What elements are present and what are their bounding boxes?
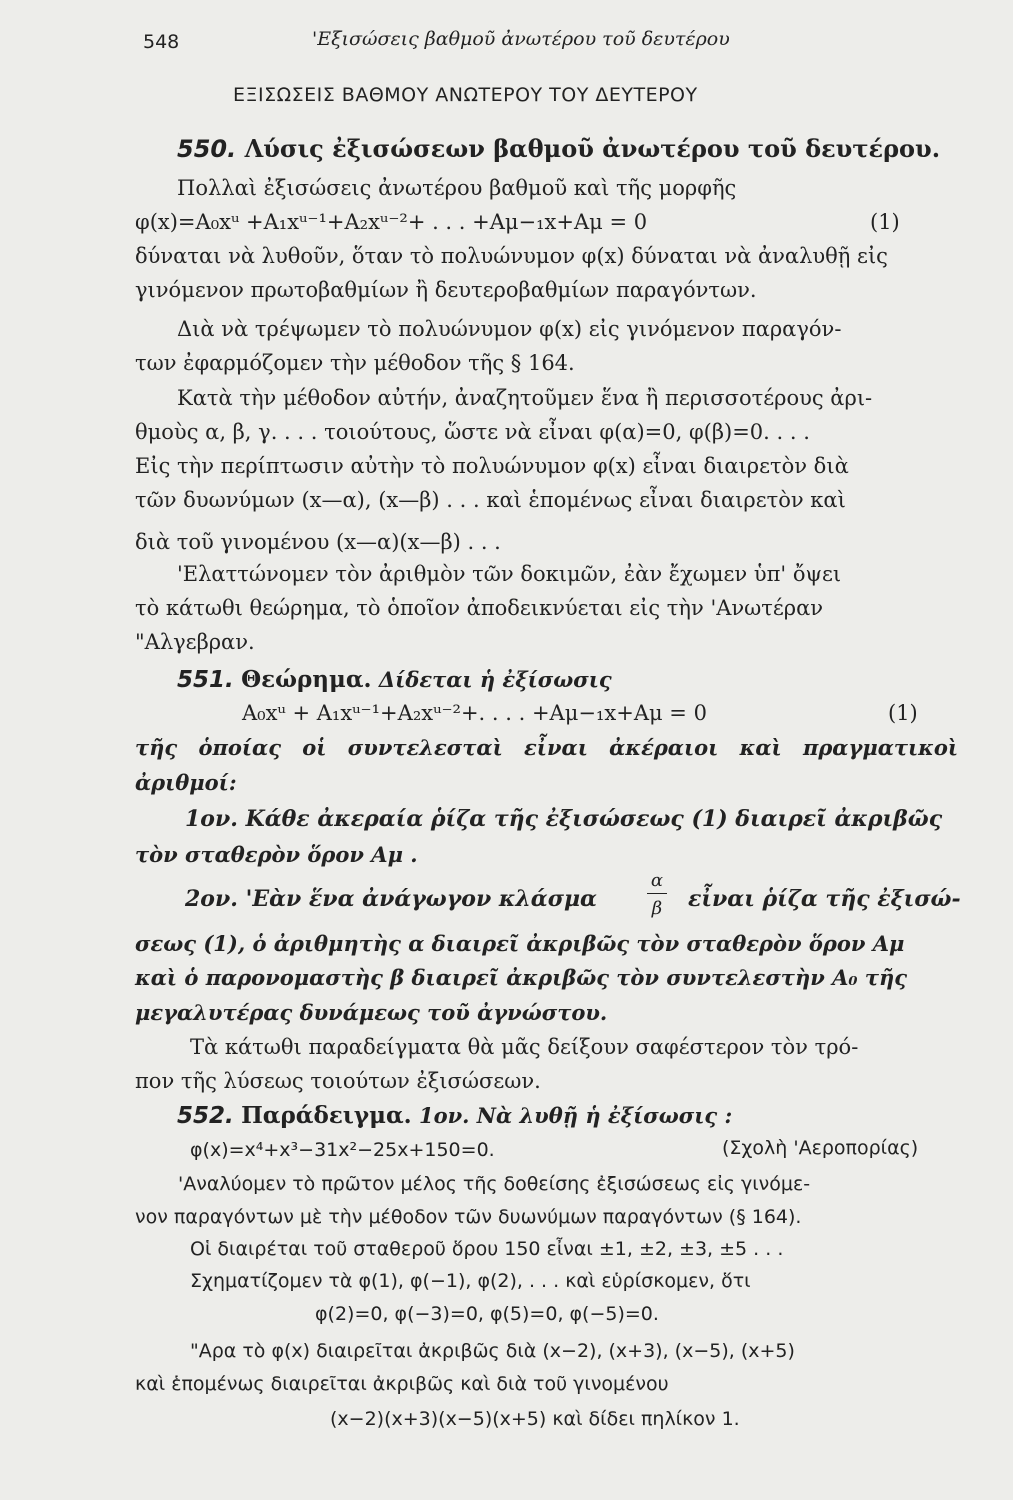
- section-552-heading: [177, 1104, 732, 1128]
- section-title: Θεώρημα.: [241, 666, 372, 693]
- proposition-2-line: [185, 888, 597, 910]
- fraction-denominator: β: [651, 898, 663, 919]
- text-line: Σχηματίζομεν τὰ φ(1), φ(−1), φ(2), . . . καὶ εὑρίσκομεν, ὅτι: [190, 1270, 751, 1292]
- running-head: 'Εξισώσεις βαθμοῦ ἀνωτέρου τοῦ δευτέρου: [312, 28, 730, 50]
- text-line: καὶ ἑπομένως διαιρεῖται ἀκριβῶς καὶ διὰ τοῦ γινομένου: [135, 1373, 669, 1395]
- text-line: νον παραγόντων μὲ τὴν μέθοδον τῶν δυωνύμων παραγόντων (§ 164).: [135, 1206, 802, 1228]
- section-number: 550.: [177, 135, 237, 163]
- section-title: Παράδειγμα.: [241, 1102, 412, 1129]
- text-line: τῶν δυωνύμων (x—α), (x—β) . . . καὶ ἑπομένως εἶναι διαιρετὸν καὶ: [135, 488, 846, 512]
- equation-1: A₀xᵘ + A₁xᵘ⁻¹+A₂xᵘ⁻²+. . . . +Aμ−₁x+Aμ = 0: [242, 701, 707, 725]
- text-line: "Αλγεβραν.: [135, 630, 255, 654]
- text-line: Διὰ νὰ τρέψωμεν τὸ πολυώνυμον φ(x) εἰς γινόμενον παραγόν-: [177, 317, 842, 341]
- text-line: πον τῆς λύσεως τοιούτων ἐξισώσεων.: [135, 1069, 541, 1093]
- source-note: (Σχολὴ 'Αεροπορίας): [722, 1137, 919, 1159]
- section-number: 551.: [177, 667, 234, 693]
- section-551-heading: [177, 668, 612, 692]
- text-line: τὸν σταθερὸν ὅρον Aμ .: [135, 842, 418, 867]
- text-line: δύναται νὰ λυθοῦν, ὅταν τὸ πολυώνυμον φ(x) δύναται νὰ ἀναλυθῇ εἰς: [135, 244, 888, 268]
- equation-number: (1): [870, 210, 900, 234]
- text-line: εἶναι ῥίζα τῆς ἐξισώ-: [688, 886, 961, 912]
- proposition-number: 1ον.: [185, 806, 238, 832]
- text-line: γινόμενον πρωτοβαθμίων ἢ δευτεροβαθμίων παραγόντων.: [135, 278, 757, 302]
- text-line: Τὰ κάτωθι παραδείγματα θὰ μᾶς δείξουν σαφέστερον τὸν τρό-: [190, 1035, 859, 1059]
- text-line: σεως (1), ὁ ἀριθμητὴς α διαιρεῖ ἀκριβῶς τὸν σταθερὸν ὅρον Aμ: [135, 931, 905, 956]
- section-550-heading: [177, 134, 941, 163]
- equation-number: (1): [888, 701, 918, 725]
- text-line: Οἱ διαιρέται τοῦ σταθεροῦ ὅρου 150 εἶναι ±1, ±2, ±3, ±5 . . .: [190, 1238, 784, 1260]
- text-line: 'Ελαττώνομεν τὸν ἀριθμὸν τῶν δοκιμῶν, ἐὰν ἔχωμεν ὑπ' ὄψει: [177, 562, 842, 586]
- text-line: των ἐφαρμόζομεν τὴν μέθοδον τῆς § 164.: [135, 351, 575, 375]
- text-line: (x−2)(x+3)(x−5)(x+5) καὶ δίδει πηλίκον 1.: [330, 1408, 740, 1430]
- text-line: Πολλαὶ ἐξισώσεις ἀνωτέρου βαθμοῦ καὶ τῆς μορφῆς: [177, 176, 737, 200]
- fraction-numerator: α: [650, 870, 664, 891]
- text-line: διὰ τοῦ γινομένου (x—α)(x—β) . . .: [135, 530, 501, 554]
- proposition-text: 'Εὰν ἕνα ἀνάγωγον κλάσμα: [245, 886, 597, 912]
- chapter-heading: ΕΞΙΣΩΣΕΙΣ ΒΑΘΜΟΥ ΑΝΩΤΕΡΟΥ ΤΟΥ ΔΕΥΤΕΡΟΥ: [233, 84, 698, 106]
- proposition-text: Κάθε ἀκεραία ῥίζα τῆς ἐξισώσεως (1) διαιρεῖ ἀκριβῶς: [245, 806, 943, 832]
- text-line: ἀριθμοί:: [135, 770, 237, 795]
- text-line: τῆς ὁποίας οἱ συντελεσταὶ εἶναι ἀκέραιοι καὶ πραγματικοὶ: [135, 735, 959, 760]
- equation-1: φ(x)=A₀xᵘ +A₁xᵘ⁻¹+A₂xᵘ⁻²+ . . . +Aμ−₁x+Aμ = 0: [135, 210, 648, 234]
- equation: φ(x)=x⁴+x³−31x²−25x+150=0.: [190, 1139, 495, 1161]
- text-line: καὶ ὁ παρονομαστὴς β διαιρεῖ ἀκριβῶς τὸν συντελεστὴν A₀ τῆς: [135, 965, 908, 990]
- section-subtitle: 1ον. Νὰ λυθῇ ἡ ἐξίσωσις :: [418, 1103, 733, 1128]
- text-line: θμοὺς α, β, γ. . . . τοιούτους, ὥστε νὰ εἶναι φ(α)=0, φ(β)=0. . . .: [135, 420, 810, 444]
- text-line: μεγαλυτέρας δυνάμεως τοῦ ἀγνώστου.: [135, 1000, 608, 1025]
- section-number: 552.: [177, 1103, 234, 1129]
- proposition-number: 2ον.: [185, 886, 238, 912]
- text-line: "Αρα τὸ φ(x) διαιρεῖται ἀκριβῶς διὰ (x−2), (x+3), (x−5), (x+5): [190, 1340, 795, 1362]
- text-line: Κατὰ τὴν μέθοδον αὐτήν, ἀναζητοῦμεν ἕνα ἢ περισσοτέρους ἀρι-: [177, 386, 873, 410]
- text-line: τὸ κάτωθι θεώρημα, τὸ ὁποῖον ἀποδεικνύεται εἰς τὴν 'Ανωτέραν: [135, 596, 824, 620]
- page-number: 548: [143, 31, 180, 53]
- fraction-bar: [647, 893, 667, 894]
- text-line: 'Αναλύομεν τὸ πρῶτον μέλος τῆς δοθείσης ἐξισώσεως εἰς γινόμε-: [178, 1173, 811, 1195]
- proposition-1-line: [185, 808, 942, 830]
- text-line: Εἰς τὴν περίπτωσιν αὐτὴν τὸ πολυώνυμον φ(x) εἶναι διαιρετὸν διὰ: [135, 454, 849, 478]
- text-line: φ(2)=0, φ(−3)=0, φ(5)=0, φ(−5)=0.: [315, 1303, 659, 1325]
- section-title: Λύσις ἐξισώσεων βαθμοῦ ἀνωτέρου τοῦ δευτέρου.: [244, 134, 941, 163]
- section-given: Δίδεται ἡ ἐξίσωσις: [378, 667, 612, 692]
